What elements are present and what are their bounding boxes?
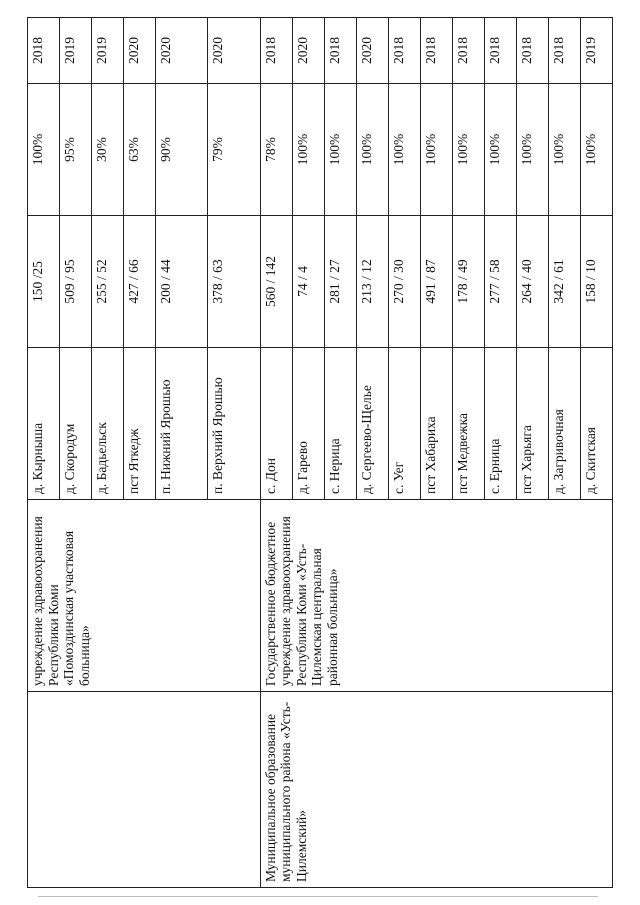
settlement-cell: с. Уег bbox=[388, 348, 420, 500]
settlement-cell: пст Хабариха bbox=[420, 348, 452, 500]
population-cell: 264 / 40 bbox=[516, 216, 548, 348]
year-cell: 2018 bbox=[484, 18, 516, 84]
year-cell: 2018 bbox=[420, 18, 452, 84]
institution-cell: Государственное бюджетное учреждение здравоохранения Республики Коми «Усть-Цилемская центральная районная больница» bbox=[260, 500, 612, 692]
year-cell: 2018 bbox=[28, 18, 60, 84]
settlement-cell: пст Медвежка bbox=[452, 348, 484, 500]
coverage-cell: 100% bbox=[452, 84, 484, 216]
year-cell: 2018 bbox=[388, 18, 420, 84]
coverage-cell: 63% bbox=[124, 84, 156, 216]
settlement-cell: п. Верхний Ярошью bbox=[208, 348, 260, 500]
population-cell: 491 / 87 bbox=[420, 216, 452, 348]
settlement-cell: д. Скитская bbox=[580, 348, 612, 500]
population-cell: 200 / 44 bbox=[156, 216, 208, 348]
year-cell: 2019 bbox=[60, 18, 92, 84]
population-cell: 270 / 30 bbox=[388, 216, 420, 348]
year-cell: 2018 bbox=[452, 18, 484, 84]
settlement-cell: пст Яткедж bbox=[124, 348, 156, 500]
population-cell: 74 / 4 bbox=[292, 216, 324, 348]
table-row bbox=[28, 18, 60, 888]
year-cell: 2019 bbox=[92, 18, 124, 84]
population-cell: 158 / 10 bbox=[580, 216, 612, 348]
year-cell: 2020 bbox=[124, 18, 156, 84]
settlement-cell: д. Сергеево-Щелье bbox=[356, 348, 388, 500]
coverage-cell: 100% bbox=[324, 84, 356, 216]
population-cell: 277 / 58 bbox=[484, 216, 516, 348]
settlement-cell: с. Дон bbox=[260, 348, 292, 500]
coverage-cell: 100% bbox=[420, 84, 452, 216]
coverage-cell: 90% bbox=[156, 84, 208, 216]
settlement-cell: с. Ерница bbox=[484, 348, 516, 500]
population-cell: 378 / 63 bbox=[208, 216, 260, 348]
population-cell: 255 / 52 bbox=[92, 216, 124, 348]
coverage-cell: 95% bbox=[60, 84, 92, 216]
year-cell: 2018 bbox=[260, 18, 292, 84]
coverage-cell: 100% bbox=[548, 84, 580, 216]
year-cell: 2020 bbox=[156, 18, 208, 84]
settlements-table bbox=[27, 17, 613, 888]
population-cell: 427 / 66 bbox=[124, 216, 156, 348]
population-cell: 509 / 95 bbox=[60, 216, 92, 348]
coverage-cell: 78% bbox=[260, 84, 292, 216]
coverage-cell: 79% bbox=[208, 84, 260, 216]
year-cell: 2018 bbox=[516, 18, 548, 84]
institution-cell: учреждение здравоохранения Республики Коми «Помоздинская участковая больница» bbox=[28, 500, 261, 692]
coverage-cell: 100% bbox=[484, 84, 516, 216]
coverage-cell: 30% bbox=[92, 84, 124, 216]
population-cell: 178 / 49 bbox=[452, 216, 484, 348]
coverage-cell: 100% bbox=[356, 84, 388, 216]
municipality-cell bbox=[28, 692, 261, 888]
year-cell: 2018 bbox=[324, 18, 356, 84]
settlement-cell: пст Харьяга bbox=[516, 348, 548, 500]
settlement-cell: д. Гарево bbox=[292, 348, 324, 500]
year-cell: 2019 bbox=[580, 18, 612, 84]
settlement-cell: д. Кырныша bbox=[28, 348, 60, 500]
table-row bbox=[260, 18, 292, 888]
settlement-cell: д. Загривочная bbox=[548, 348, 580, 500]
municipality-cell: Муниципальное образование муниципального района «Усть-Цилемский» bbox=[260, 692, 612, 888]
coverage-cell: 100% bbox=[516, 84, 548, 216]
year-cell: 2020 bbox=[292, 18, 324, 84]
year-cell: 2020 bbox=[208, 18, 260, 84]
coverage-cell: 100% bbox=[580, 84, 612, 216]
coverage-cell: 100% bbox=[292, 84, 324, 216]
population-cell: 213 / 12 bbox=[356, 216, 388, 348]
table-body bbox=[28, 18, 613, 888]
settlement-cell: д. Скородум bbox=[60, 348, 92, 500]
coverage-cell: 100% bbox=[388, 84, 420, 216]
year-cell: 2020 bbox=[356, 18, 388, 84]
population-cell: 150 /25 bbox=[28, 216, 60, 348]
population-cell: 342 / 61 bbox=[548, 216, 580, 348]
settlement-cell: д. Бадьельск bbox=[92, 348, 124, 500]
population-cell: 281 / 27 bbox=[324, 216, 356, 348]
rotated-table-sheet bbox=[27, 18, 613, 888]
population-cell: 560 / 142 bbox=[260, 216, 292, 348]
scan-artifact-line bbox=[38, 896, 598, 897]
settlement-cell: п. Нижний Ярошью bbox=[156, 348, 208, 500]
year-cell: 2018 bbox=[548, 18, 580, 84]
coverage-cell: 100% bbox=[28, 84, 60, 216]
settlement-cell: с. Нерица bbox=[324, 348, 356, 500]
